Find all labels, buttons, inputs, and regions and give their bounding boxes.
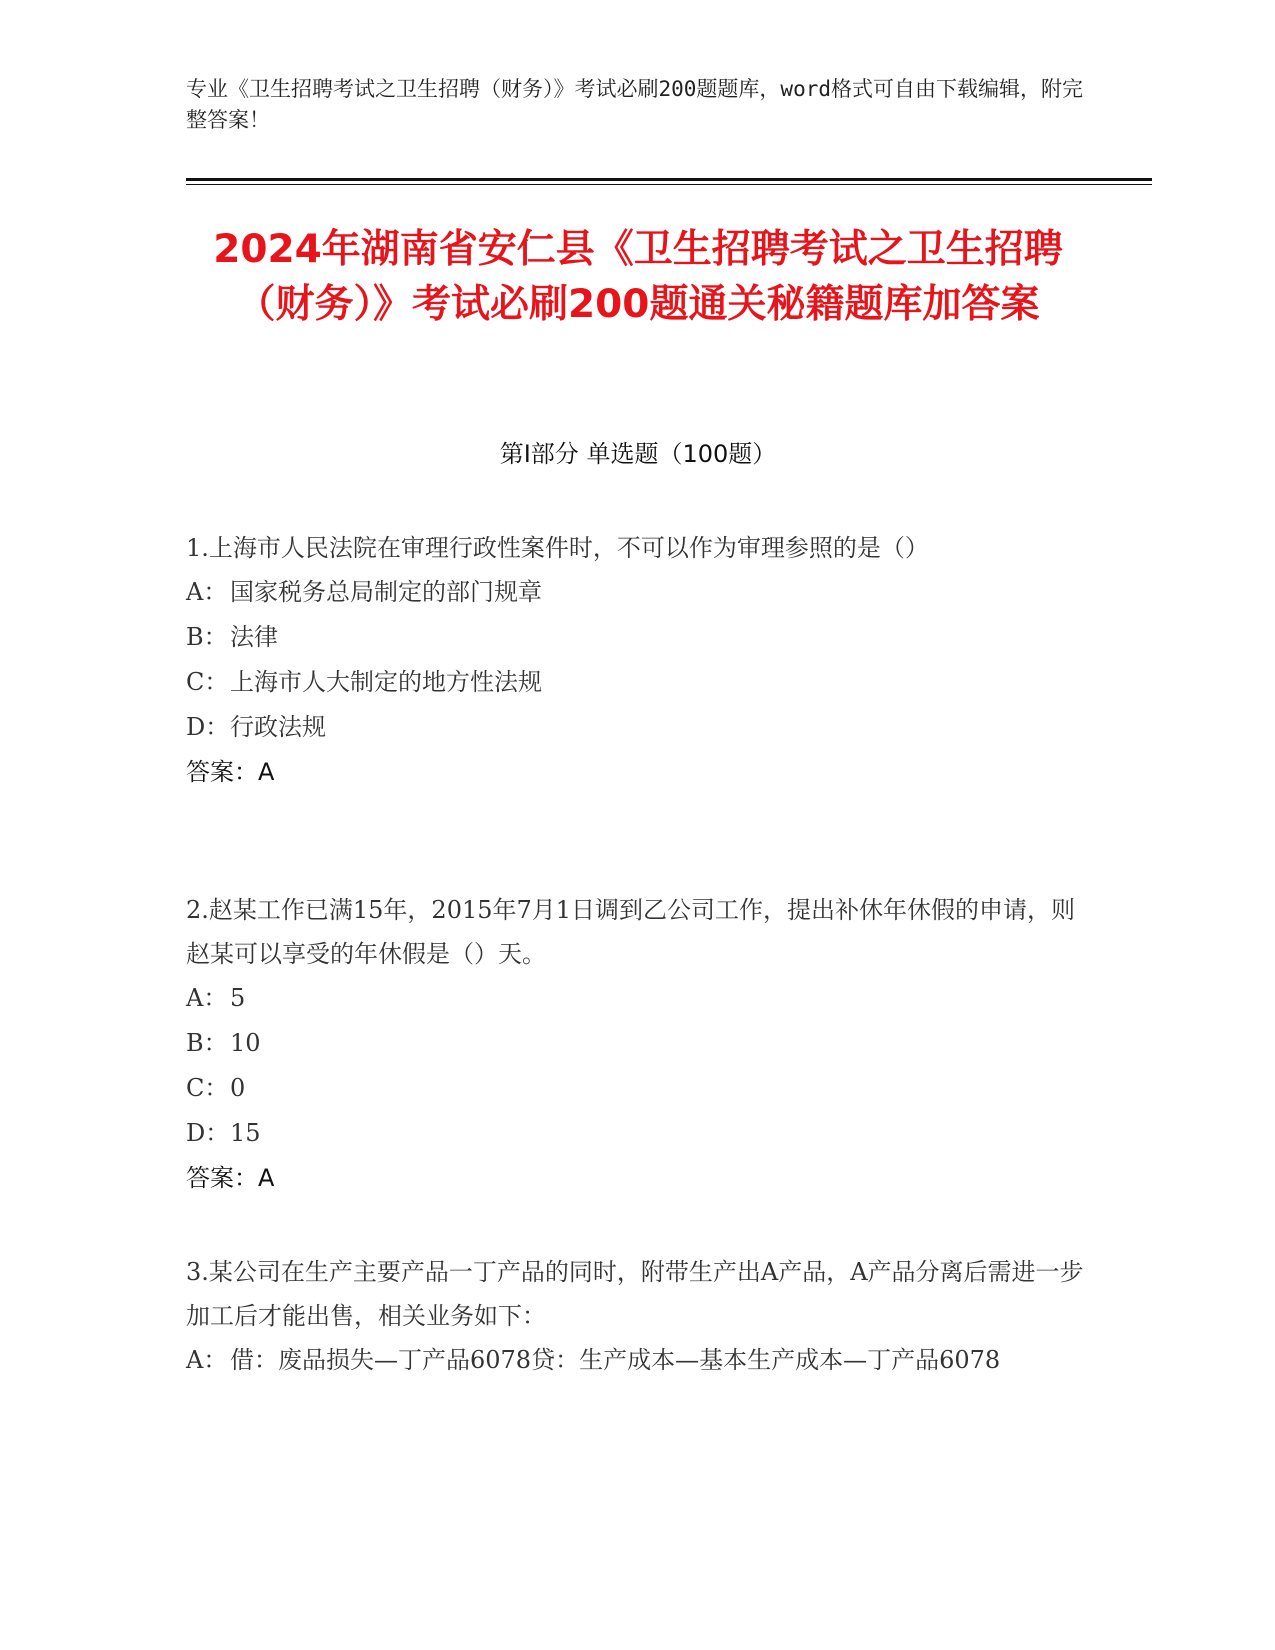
section-heading: 第I部分 单选题（100题） [499, 440, 777, 468]
answer-line: 答案：A [186, 758, 275, 786]
option-text: 上海市人大制定的地方性法规 [230, 668, 542, 696]
option-letter: A： [186, 1346, 228, 1374]
question-stem: 2.赵某工作已满15年，2015年7月1日调到乙公司工作，提出补休年休假的申请，则赵某可以享受的年休假是（）天。 [186, 896, 1076, 968]
option-c [186, 660, 1090, 705]
option-letter: D： [186, 1119, 230, 1147]
answer-line: 答案：A [186, 1164, 275, 1192]
option-letter: C： [186, 668, 229, 696]
option-letter: B： [186, 623, 228, 651]
question-2 [186, 888, 1090, 1201]
option-a [186, 570, 1090, 615]
option-text: 5 [230, 984, 246, 1012]
option-letter: A： [186, 984, 228, 1012]
option-b [186, 1021, 1090, 1066]
option-text: 借：废品损失—丁产品6078贷：生产成本—基本生产成本—丁产品6078 [230, 1346, 1001, 1374]
option-d [186, 705, 1090, 750]
question-stem: 3.某公司在生产主要产品一丁产品的同时，附带生产出A产品，A产品分离后需进一步加工后才能出售，相关业务如下： [186, 1258, 1084, 1330]
option-letter: A： [186, 578, 228, 606]
option-b [186, 615, 1090, 660]
header-divider-thin [186, 184, 1152, 185]
option-d [186, 1111, 1090, 1156]
option-text: 法律 [230, 623, 278, 651]
option-text: 10 [230, 1029, 261, 1057]
option-text: 0 [230, 1074, 246, 1102]
option-a [186, 1338, 1090, 1383]
option-letter: C： [186, 1074, 229, 1102]
document-title: 2024年湖南省安仁县《卫生招聘考试之卫生招聘（财务）》考试必刷200题通关秘籍题库加答案 [213, 227, 1063, 327]
question-1 [186, 526, 1090, 795]
option-text: 行政法规 [230, 713, 326, 741]
option-c [186, 1066, 1090, 1111]
header-note: 专业《卫生招聘考试之卫生招聘（财务）》考试必刷200题题库，word格式可自由下载编辑，附完整答案！ [186, 77, 1083, 132]
header-divider-thick [186, 178, 1152, 181]
option-a [186, 976, 1090, 1021]
option-text: 15 [230, 1119, 261, 1147]
question-3 [186, 1250, 1090, 1383]
option-letter: B： [186, 1029, 228, 1057]
option-letter: D： [186, 713, 230, 741]
option-text: 国家税务总局制定的部门规章 [230, 578, 542, 606]
question-stem: 1.上海市人民法院在审理行政性案件时，不可以作为审理参照的是（） [186, 534, 929, 562]
